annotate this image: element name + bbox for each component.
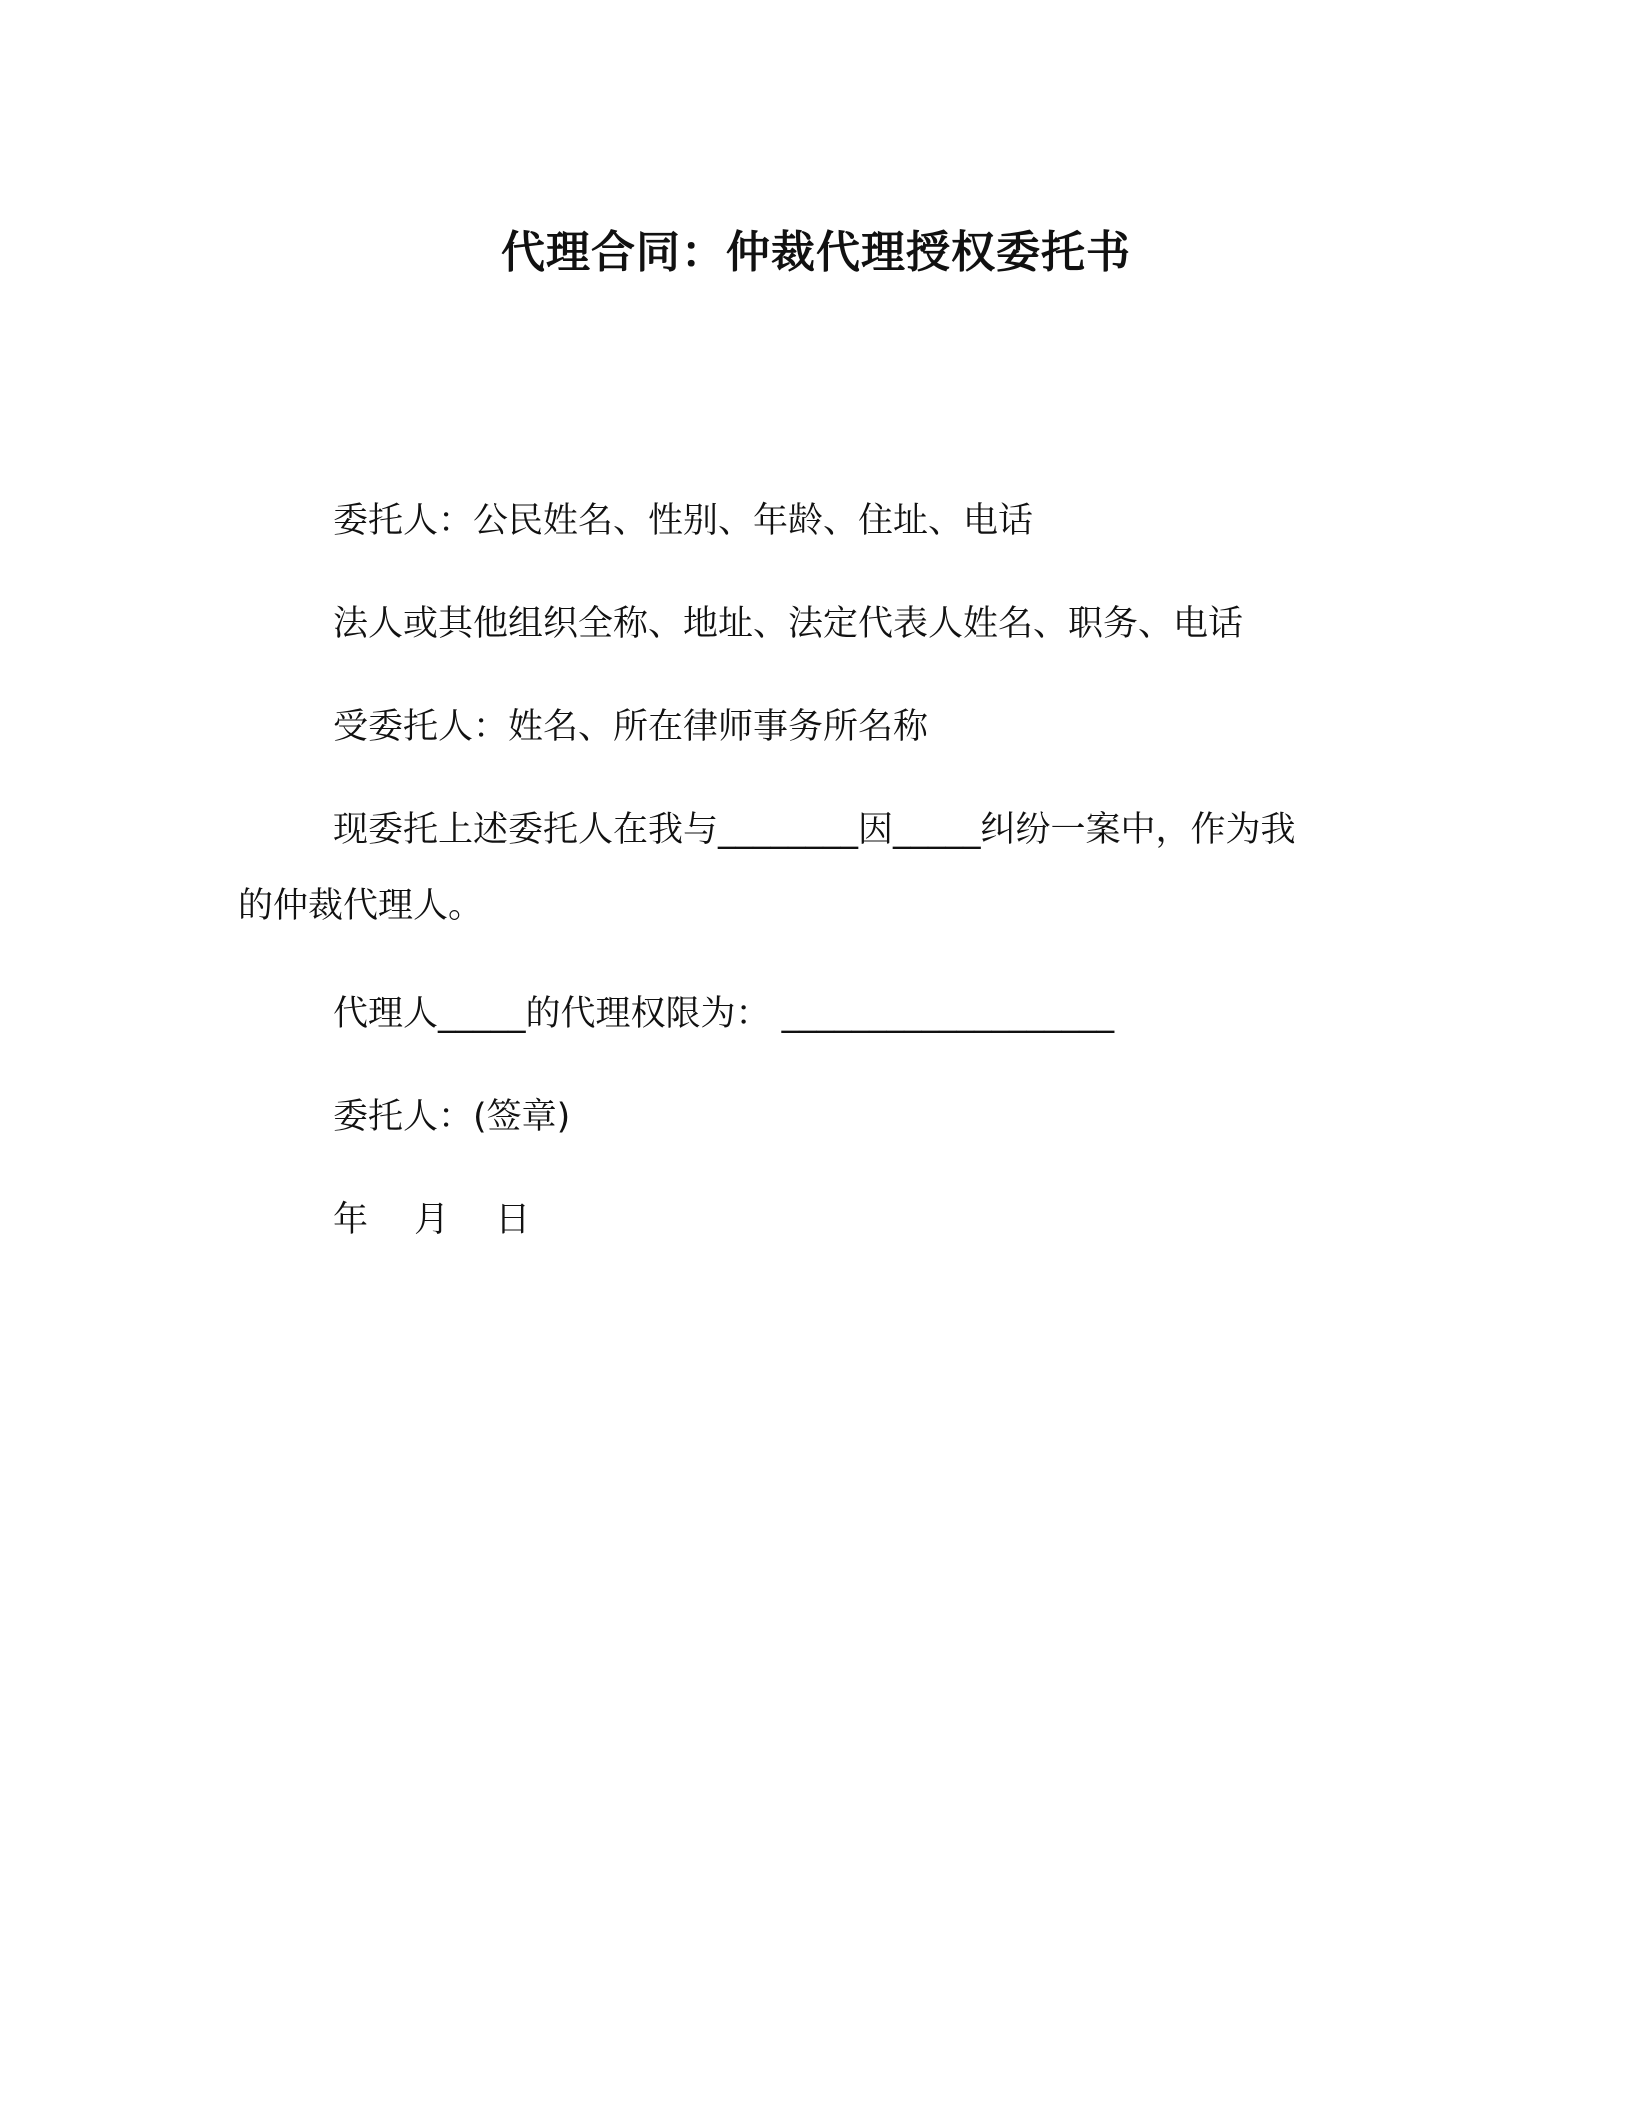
document-title: 代理合同：仲裁代理授权委托书 [501, 227, 1131, 278]
entrustment-line-continued: 的仲裁代理人。 [238, 886, 484, 926]
principal-line: 委托人：公民姓名、性别、年龄、住址、电话 [333, 501, 1034, 541]
agency-authority-line: 代理人_____的代理权限为： ___________________ [333, 994, 1115, 1034]
entrustment-line: 现委托上述委托人在我与________因_____纠纷一案中，作为我 [333, 810, 1296, 850]
agent-line: 受委托人：姓名、所在律师事务所名称 [333, 707, 929, 747]
principal-signature-line: 委托人：(签章) [333, 1097, 571, 1137]
legal-entity-line: 法人或其他组织全称、地址、法定代表人姓名、职务、电话 [333, 604, 1244, 644]
date-line: 年 月 日 [333, 1200, 531, 1240]
